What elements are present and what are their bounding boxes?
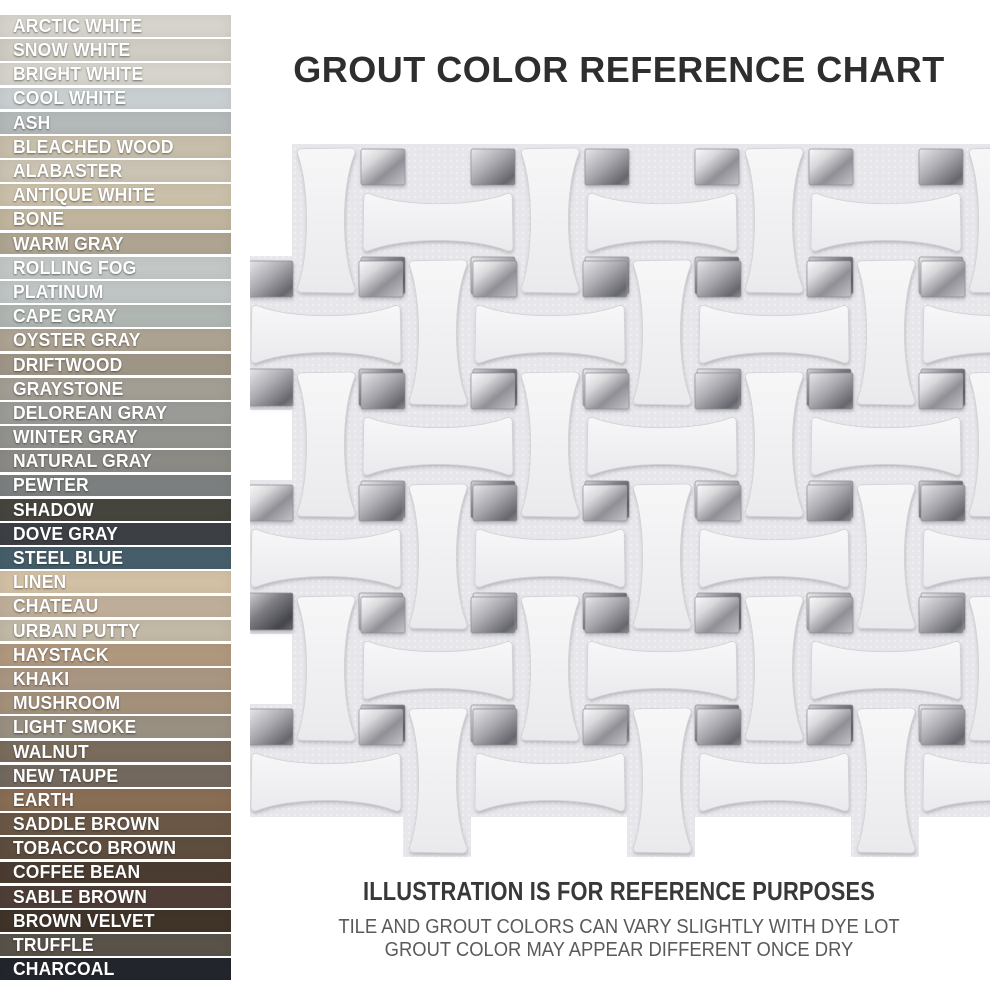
swatch-label: ANTIQUE WHITE	[13, 185, 156, 206]
swatch-row	[0, 886, 231, 908]
swatch-label: WARM GRAY	[13, 233, 124, 254]
swatch-row	[0, 547, 231, 569]
swatch-label: CHARCOAL	[13, 959, 115, 980]
swatch-label: OYSTER GRAY	[13, 330, 141, 351]
swatch-label: MUSHROOM	[13, 693, 121, 714]
swatch-label: SABLE BROWN	[13, 886, 148, 907]
swatch-label: ASH	[13, 112, 51, 133]
swatch-row	[0, 668, 231, 690]
swatch-label: WINTER GRAY	[13, 427, 138, 448]
swatch-row	[0, 63, 231, 85]
swatch-label: ARCTIC WHITE	[13, 15, 143, 36]
swatch-label: TOBACCO BROWN	[13, 838, 177, 859]
swatch-row	[0, 329, 231, 351]
swatch-label: SNOW WHITE	[13, 40, 131, 61]
swatch-row	[0, 378, 231, 400]
swatch-label: PLATINUM	[13, 281, 104, 302]
swatch-label: URBAN PUTTY	[13, 620, 141, 641]
swatch-row	[0, 305, 231, 327]
swatch-label: ALABASTER	[13, 161, 123, 182]
footer	[250, 876, 988, 962]
swatch-label: BLEACHED WOOD	[13, 136, 174, 157]
swatch-row	[0, 741, 231, 763]
swatch-label: BRIGHT WHITE	[13, 64, 144, 85]
swatch-label: WALNUT	[13, 741, 89, 762]
swatch-label: EARTH	[13, 789, 75, 810]
swatch-row	[0, 426, 231, 448]
swatch-row	[0, 39, 231, 61]
swatch-row	[0, 112, 231, 134]
swatch-label: PEWTER	[13, 475, 89, 496]
swatch-row	[0, 15, 231, 37]
swatch-row	[0, 450, 231, 472]
swatch-label: NATURAL GRAY	[13, 451, 152, 472]
swatch-label: STEEL BLUE	[13, 548, 124, 569]
swatch-row	[0, 257, 231, 279]
swatch-label: BROWN VELVET	[13, 910, 155, 931]
swatch-label: DRIFTWOOD	[13, 354, 123, 375]
swatch-row	[0, 596, 231, 618]
swatch-row	[0, 910, 231, 932]
swatch-row	[0, 184, 231, 206]
swatch-row	[0, 620, 231, 642]
swatch-label: ROLLING FOG	[13, 257, 137, 278]
swatch-row	[0, 837, 231, 859]
swatch-label: KHAKI	[13, 668, 70, 689]
swatch-label: CHATEAU	[13, 596, 99, 617]
swatch-label: NEW TAUPE	[13, 765, 119, 786]
footer-line-2: GROUT COLOR MAY APPEAR DIFFERENT ONCE DRY	[384, 939, 854, 961]
swatch-row	[0, 233, 231, 255]
swatch-row	[0, 934, 231, 956]
swatch-label: LINEN	[13, 572, 67, 593]
swatch-row	[0, 644, 231, 666]
swatch-row	[0, 571, 231, 593]
swatch-label: BONE	[13, 209, 65, 230]
swatch-label: DELOREAN GRAY	[13, 402, 168, 423]
swatch-row	[0, 692, 231, 714]
swatch-label: COOL WHITE	[13, 88, 127, 109]
swatch-row	[0, 209, 231, 231]
swatch-row	[0, 813, 231, 835]
swatch-row	[0, 499, 231, 521]
swatch-row	[0, 789, 231, 811]
swatch-label: SHADOW	[13, 499, 94, 520]
swatch-label: COFFEE BEAN	[13, 862, 141, 883]
swatch-row	[0, 354, 231, 376]
swatch-label: TRUFFLE	[13, 935, 94, 956]
swatch-row	[0, 88, 231, 110]
swatch-row	[0, 160, 231, 182]
swatch-row	[0, 862, 231, 884]
swatch-row	[0, 281, 231, 303]
basketweave-tile-illustration	[250, 140, 990, 866]
swatch-row	[0, 402, 231, 424]
swatch-row	[0, 716, 231, 738]
swatch-label: LIGHT SMOKE	[13, 717, 137, 738]
swatch-label: GRAYSTONE	[13, 378, 124, 399]
page-title: GROUT COLOR REFERENCE CHART	[293, 49, 945, 90]
swatch-row	[0, 136, 231, 158]
swatch-label: DOVE GRAY	[13, 523, 118, 544]
footer-heading: ILLUSTRATION IS FOR REFERENCE PURPOSES	[363, 876, 875, 906]
swatch-list	[0, 15, 231, 980]
swatch-label: CAPE GRAY	[13, 306, 117, 327]
swatch-label: SADDLE BROWN	[13, 814, 160, 835]
footer-line-1: TILE AND GROUT COLORS CAN VARY SLIGHTLY WITH DYE LOT	[338, 916, 900, 938]
swatch-row	[0, 475, 231, 497]
swatch-row	[0, 523, 231, 545]
swatch-label: HAYSTACK	[13, 644, 109, 665]
swatch-row	[0, 958, 231, 980]
swatch-row	[0, 765, 231, 787]
